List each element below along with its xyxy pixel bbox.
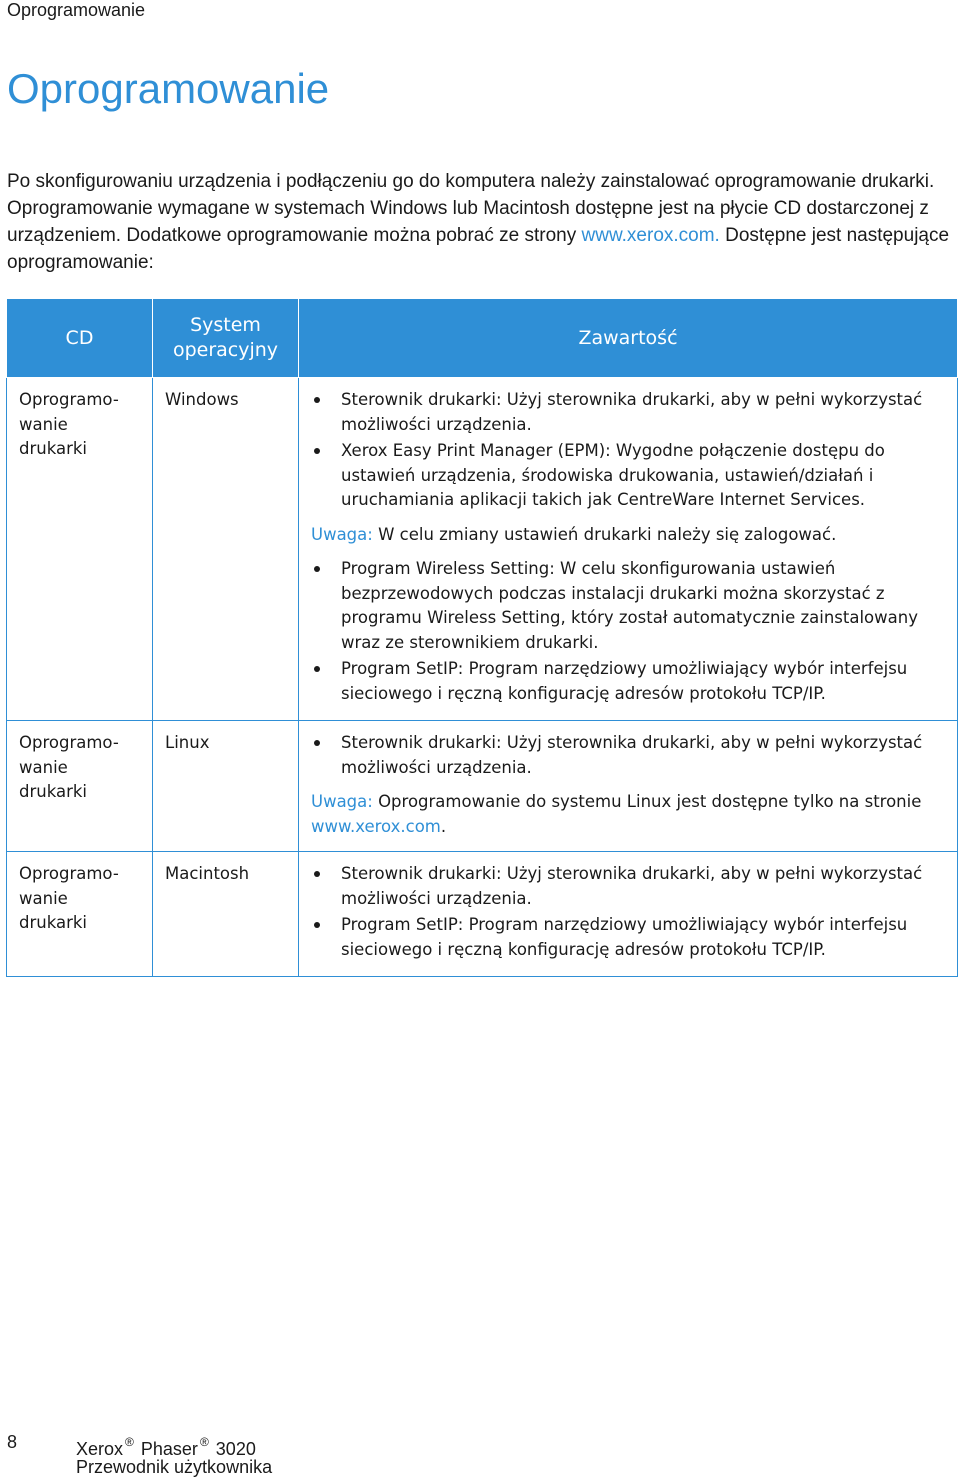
note-text-end: . [440, 816, 447, 836]
contents-cell [299, 378, 958, 721]
column-header-contents: Zawartość [299, 299, 958, 378]
model-number: 3020 [215, 1439, 256, 1459]
cd-cell: Oprogramo-wanie drukarki [7, 852, 153, 977]
contents-cell [299, 721, 958, 852]
list-item: Sterownik drukarki: Użyj sterownika drukarki, aby w pełni wykorzystać możliwości urządzenia. [311, 862, 945, 911]
list-item: Program SetIP: Program narzędziowy umożliwiający wybór interfejsu sieciowego i ręczną konfigurację adresów protokołu TCP/IP. [311, 913, 945, 962]
cd-cell: Oprogramo-wanie drukarki [7, 721, 153, 852]
list-item: Sterownik drukarki: Użyj sterownika drukarki, aby w pełni wykorzystać możliwości urządzenia. [311, 388, 945, 437]
list-item: Xerox Easy Print Manager (EPM): Wygodne połączenie dostępu do ustawień urządzenia, środowiska drukowania, ustawień/działań i uruchamiania aplikacji takich jak CentreWare Internet Services. [311, 439, 945, 513]
xerox-website-link[interactable]: www.xerox.com [311, 816, 441, 836]
table-header-row [7, 299, 958, 378]
table-row [7, 378, 958, 721]
note [311, 790, 945, 839]
column-header-os: System operacyjny [153, 299, 299, 378]
list-item: Sterownik drukarki: Użyj sterownika drukarki, aby w pełni wykorzystać możliwości urządzenia. [311, 731, 945, 780]
os-cell: Linux [153, 721, 299, 852]
note [311, 523, 945, 548]
registered-mark: ® [125, 1435, 134, 1449]
list-item: Program Wireless Setting: W celu skonfigurowania ustawień bezprzewodowych podczas instalacji drukarki można skorzystać z programu Wireless Setting, który został automatycznie zainstalowany wraz ze sterownikiem drukarki. [311, 557, 945, 655]
note-text: Oprogramowanie do systemu Linux jest dostępne tylko na stronie [372, 792, 922, 811]
bullet-list [311, 557, 945, 706]
xerox-website-link[interactable]: www.xerox.com. [581, 225, 720, 246]
table-row [7, 721, 958, 852]
product-line: Phaser [140, 1439, 198, 1459]
page-number: 8 [7, 1432, 18, 1452]
registered-mark: ® [199, 1435, 209, 1449]
running-header: Oprogramowanie [7, 0, 146, 20]
intro-paragraph [7, 168, 957, 276]
intro-text: Po skonfigurowaniu urządzenia i podłączeniu go do komputera należy zainstalować oprogramowanie drukarki. Oprogramowanie wymagane w systemach Windows lub Macintosh dostępne jest na płycie CD dostarczonej z urządzeniem. Dodatkowe oprogramowanie można pobrać ze strony [7, 171, 935, 246]
column-header-cd: CD [7, 299, 153, 378]
cd-cell: Oprogramo-wanie drukarki [7, 378, 153, 721]
bullet-list [311, 388, 945, 513]
bullet-list [311, 731, 945, 780]
page-title: Oprogramowanie [7, 65, 330, 112]
note-text: W celu zmiany ustawień drukarki należy się zalogować. [372, 524, 837, 544]
contents-cell [299, 852, 958, 977]
intro-text-end: Dostępne jest następujące oprogramowanie: [7, 225, 950, 273]
note-label: Uwaga: [311, 792, 373, 811]
brand-name: Xerox [76, 1439, 124, 1459]
list-item: Program SetIP: Program narzędziowy umożliwiający wybór interfejsu sieciowego i ręczną konfigurację adresów protokołu TCP/IP. [311, 657, 945, 706]
os-cell: Macintosh [153, 852, 299, 977]
guide-title: Przewodnik użytkownika [76, 1457, 273, 1477]
note-label: Uwaga: [311, 524, 373, 544]
software-table [6, 298, 958, 977]
bullet-list [311, 862, 945, 962]
os-cell: Windows [153, 378, 299, 721]
table-row [7, 852, 958, 977]
